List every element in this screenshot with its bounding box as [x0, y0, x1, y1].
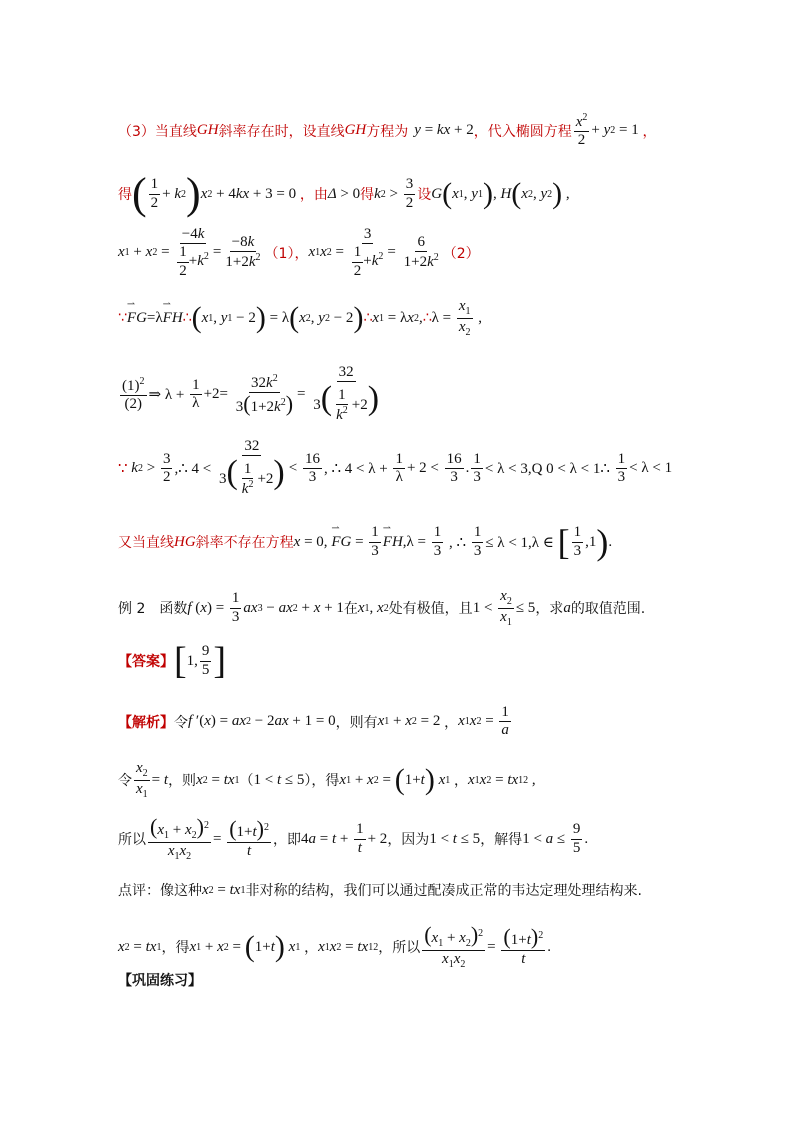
- line-slope-absent: 又当直线 HG 斜率不存在方程 x = 0, ⇀ FG = $\frac{1}{3}$ ⇀ FH ,λ = $\frac{1}{3}$ , ∴ $\frac{1}{3}$ ≤ λ < 1,λ ∈ [ $\frac{1}{3}$ ,1 ) .: [118, 524, 612, 560]
- line-ratio: $\frac{(1)^2}{(2)}$ ⇒ λ + $\frac{1}{\lambda}$ +2= $\frac{32k^2}{3(1+2k^2)}$ = 32 3( $\frac{1}{k^2}$ +2): [122, 364, 380, 424]
- line-slope-exists: （3）当直线 GH 斜率存在时，设直线 GH 方程为 y = kx + 2 ，代入椭圆方程 $\frac{x^2}{2}$ + y 2 = 1 ，: [118, 112, 657, 149]
- comment-line: 点评：像这种 x 2 = tx 1 非对称的结构，我们可以通过配凑成正常的韦达定理处理结构来.: [118, 881, 642, 899]
- line-vector-relation: ∵ ⇀ FG =λ ⇀ FH ∴ ( x 1 , y 1 − 2 ) = λ ( x 2 , y 2 − 2 ) ∴ x 1 = λ x 2 , ∴ λ = $\frac{x_1}{x_2}$ ,: [118, 298, 482, 338]
- example-2: 例 2 函数 f ( x ) = $\frac{1}{3}$ ax 3 − ax 2 + x + 1 在 x 1 , x 2 处有极值，且 1 < $\frac{x_2}{x_1}$ ≤ 5 ，求 a 的取值范围.: [118, 588, 646, 628]
- comment-formula-line: x 2 = tx 1 ，得 x 1 + x 2 = ( 1+ t ) x 1 ， x 1 x 2 = tx 1 2 ，所以 $\frac{(x_1 + x_2)^2}{x_1x_2}$ = $\frac{(1+t)^2}{t}$ .: [118, 922, 551, 970]
- line-vieta: x 1 + x 2 = −4k $\frac{1}{2}$ $+k^2$ = $\frac{-8k}{1+2k^2}$ （1）， x 1 x 2 = 3 $\frac{1}{2}$ $+k^2$ = $\frac{6}{1+2k^2}$ （2）: [118, 226, 480, 279]
- analysis-line: 【解析】 令 f ′( x ) = ax 2 − 2 ax + 1 = 0 ，则有 x 1 + x 2 = 2 ， x 1 x 2 = $\frac{1}{a}$: [118, 704, 509, 739]
- substitution-line: 令 $\frac{x_2}{x_1}$ = t ，则 x 2 = tx 1 （ 1 < t ≤ 5 ），得 x 1 + x 2 = ( 1+ t ) x 1 ， x 1 x 2 = tx 1 2 ,: [118, 760, 536, 800]
- practice-heading: 【巩固练习】: [118, 973, 202, 989]
- line-bounds: ∵ k 2 > $\frac{3}{2}$ ,∴ 4 < 32 3( $\frac{1}{k^2}$ +2) < $\frac{16}{3}$ , ∴ 4 < λ + $\frac{1}{\lambda}$ + 2 < $\frac{16}{3}$ . $\frac{1}{3}$ < λ < 3,Q 0 < λ < 1∴ $\frac{1}{3}$ < λ < 1: [118, 438, 673, 498]
- conclusion-line: 所以 $\frac{(x_1 + x_2)^2}{x_1x_2}$ = $\frac{(1+t)^2}{t}$ ，即 4 a = t + $\frac{1}{t}$ + 2 ，因为 1 < t ≤ 5 ，解得 1 < a ≤ $\frac{9}{5}$ .: [118, 814, 589, 862]
- answer-line: 【答案】 [ 1, $\frac{9}{5}$ ]: [118, 640, 227, 682]
- line-discriminant: 得 ( $\frac{1}{2}$ + k 2 ) x 2 + 4 kx + 3 = 0 ，由 Δ > 0 得 k 2 > $\frac{3}{2}$ 设 G ( x 1 , y 1 ) , H ( x 2 , y 2 ) ,: [118, 169, 570, 218]
